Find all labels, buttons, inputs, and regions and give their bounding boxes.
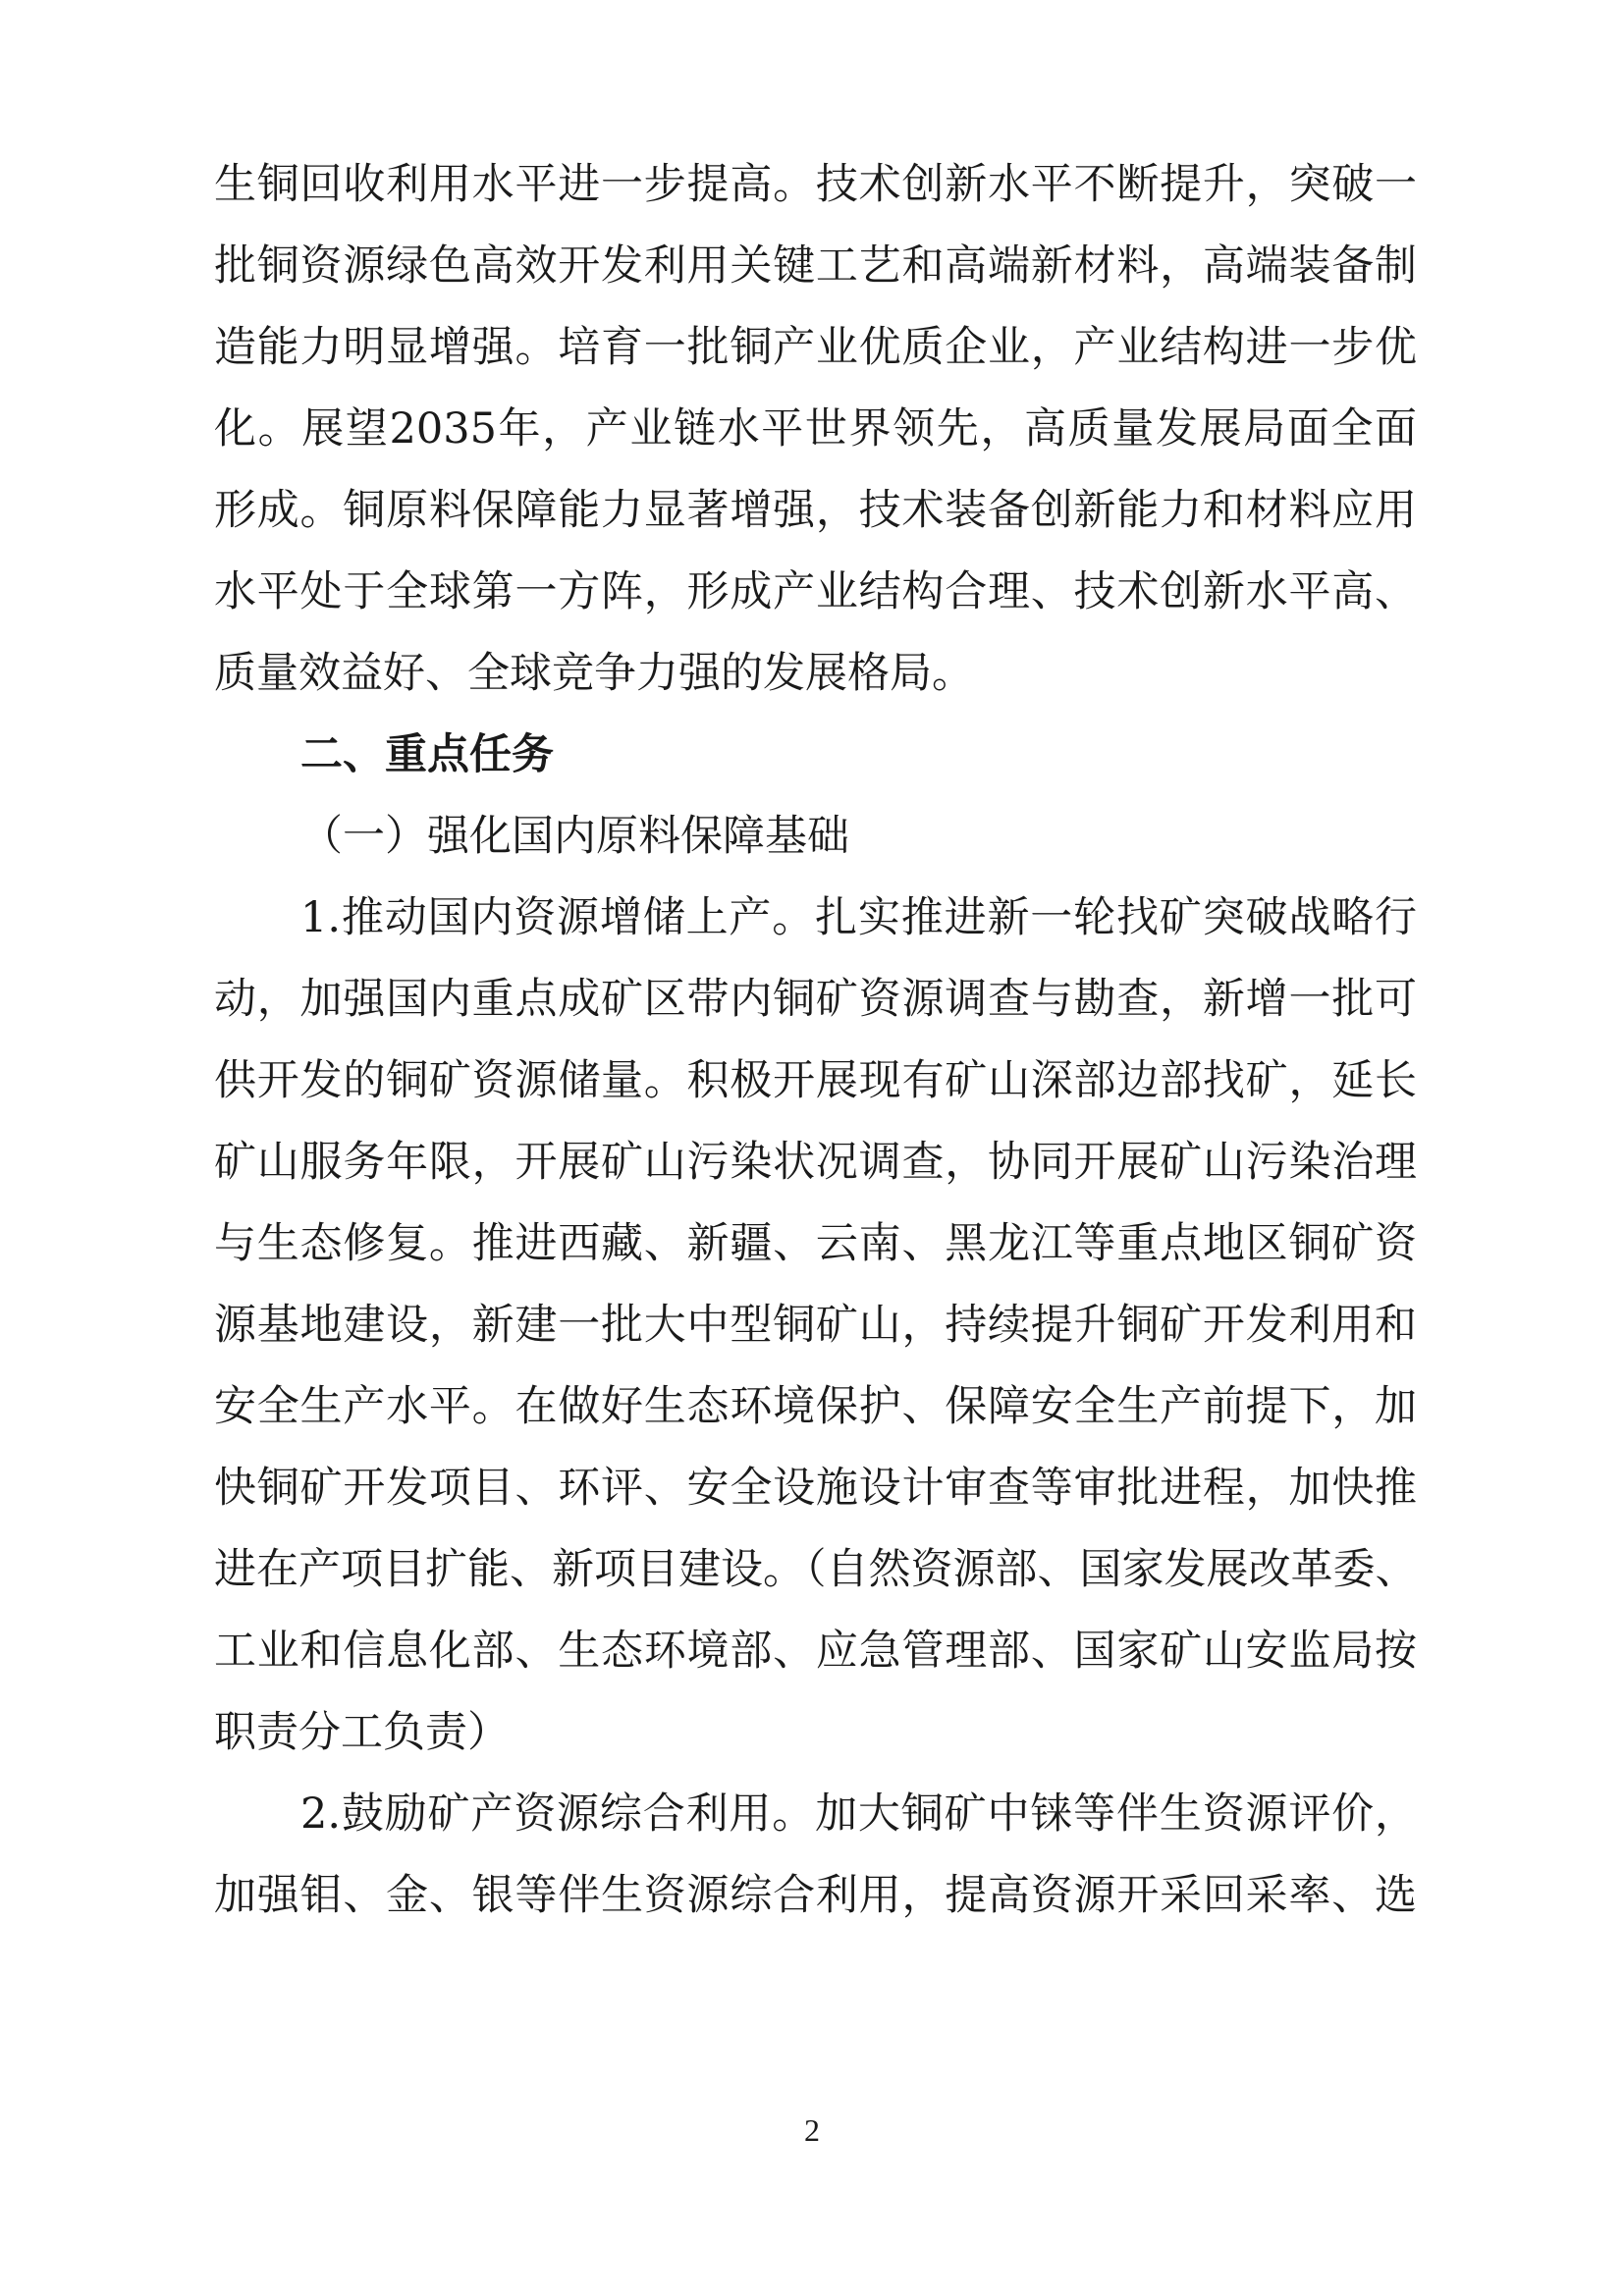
item2-line: 加强钼、金、银等伴生资源综合利用，提高资源开采回采率、选 [214, 1871, 1417, 1920]
item1-line: 快铜矿开发项目、环评、安全设施设计审查等审批进程，加快推 [214, 1464, 1417, 1513]
item2-line: 2.鼓励矿产资源综合利用。加大铜矿中铼等伴生资源评价， [300, 1789, 1417, 1839]
paragraph-line: 造能力明显增强。培育一批铜产业优质企业，产业结构进一步优 [214, 323, 1417, 372]
section-heading: 二、重点任务 [300, 730, 554, 779]
paragraph-line: 生铜回收利用水平进一步提高。技术创新水平不断提升，突破一 [214, 160, 1417, 209]
item1-line: 工业和信息化部、生态环境部、应急管理部、国家矿山安监局按 [214, 1627, 1417, 1676]
item1-line: 动，加强国内重点成矿区带内铜矿资源调查与勘查，新增一批可 [214, 975, 1417, 1024]
page-number: 2 [804, 2112, 820, 2148]
paragraph-line: 形成。铜原料保障能力显著增强，技术装备创新能力和材料应用 [214, 486, 1417, 535]
item1-line: 矿山服务年限，开展矿山污染状况调查，协同开展矿山污染治理 [214, 1138, 1417, 1187]
item1-line: 职责分工负责） [214, 1708, 510, 1757]
item1-line: 进在产项目扩能、新项目建设。（自然资源部、国家发展改革委、 [214, 1545, 1418, 1594]
paragraph-line: 批铜资源绿色高效开发利用关键工艺和高端新材料，高端装备制 [214, 241, 1417, 291]
item1-line: 供开发的铜矿资源储量。积极开展现有矿山深部边部找矿，延长 [214, 1056, 1417, 1105]
item1-line: 安全生产水平。在做好生态环境保护、保障安全生产前提下，加 [214, 1382, 1417, 1431]
item1-line: 源基地建设，新建一批大中型铜矿山，持续提升铜矿开发利用和 [214, 1301, 1417, 1350]
subsection-heading: （一）强化国内原料保障基础 [300, 812, 849, 861]
paragraph-line: 化。展望2035年，产业链水平世界领先，高质量发展局面全面 [214, 404, 1417, 454]
item1-line: 1.推动国内资源增储上产。扎实推进新一轮找矿突破战略行 [300, 893, 1417, 942]
paragraph-line: 质量效益好、全球竞争力强的发展格局。 [214, 649, 974, 698]
paragraph-line: 水平处于全球第一方阵，形成产业结构合理、技术创新水平高、 [214, 567, 1417, 616]
item1-line: 与生态修复。推进西藏、新疆、云南、黑龙江等重点地区铜矿资 [214, 1219, 1417, 1268]
